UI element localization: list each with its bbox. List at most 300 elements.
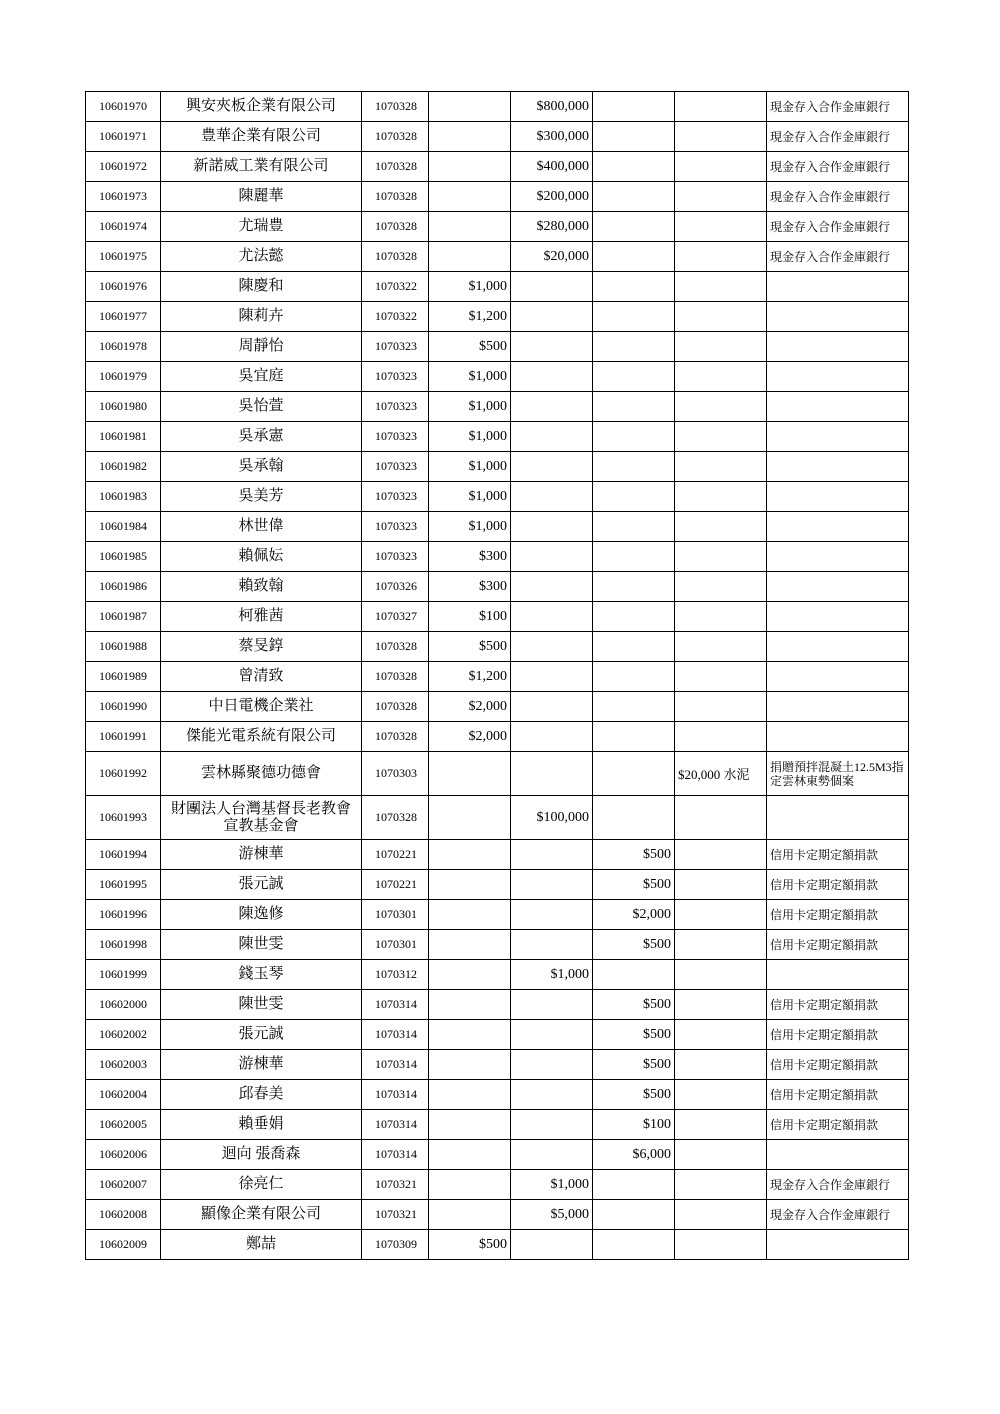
in-kind-donation-cell (675, 900, 767, 930)
table-row (86, 332, 909, 362)
cash-amount-cell (429, 122, 511, 152)
table-row (86, 512, 909, 542)
table-row (86, 122, 909, 152)
deposit-amount-cell (511, 900, 593, 930)
card-amount-cell (593, 182, 675, 212)
deposit-amount-cell (511, 1140, 593, 1170)
remark-cell: 現金存入合作金庫銀行 (767, 1200, 909, 1230)
cash-amount-cell: $300 (429, 542, 511, 572)
deposit-amount-cell (511, 302, 593, 332)
remark-cell (767, 692, 909, 722)
donor-name-cell: 吳宜庭 (161, 362, 362, 392)
table-row (86, 152, 909, 182)
card-amount-cell (593, 572, 675, 602)
remark-cell: 現金存入合作金庫銀行 (767, 92, 909, 122)
remark-cell: 信用卡定期定額捐款 (767, 990, 909, 1020)
cash-amount-cell (429, 1200, 511, 1230)
receipt-number-cell: 10601975 (86, 242, 161, 272)
remark-cell: 信用卡定期定額捐款 (767, 900, 909, 930)
donor-name-cell: 賴致翰 (161, 572, 362, 602)
table-row (86, 722, 909, 752)
donation-date-cell: 1070303 (362, 752, 429, 796)
remark-cell (767, 512, 909, 542)
donation-date-cell: 1070328 (362, 152, 429, 182)
remark-cell: 信用卡定期定額捐款 (767, 840, 909, 870)
donation-date-cell: 1070322 (362, 302, 429, 332)
deposit-amount-cell (511, 870, 593, 900)
receipt-number-cell: 10601986 (86, 572, 161, 602)
donation-date-cell: 1070309 (362, 1230, 429, 1260)
in-kind-donation-cell (675, 1050, 767, 1080)
cash-amount-cell (429, 182, 511, 212)
card-amount-cell (593, 452, 675, 482)
donor-name-cell: 豊華企業有限公司 (161, 122, 362, 152)
remark-cell (767, 542, 909, 572)
remark-cell (767, 662, 909, 692)
remark-cell: 信用卡定期定額捐款 (767, 1080, 909, 1110)
receipt-number-cell: 10601993 (86, 796, 161, 840)
deposit-amount-cell (511, 752, 593, 796)
donation-date-cell: 1070323 (362, 422, 429, 452)
donor-name-cell: 中日電機企業社 (161, 692, 362, 722)
deposit-amount-cell (511, 1110, 593, 1140)
donor-name-cell: 陳麗華 (161, 182, 362, 212)
donation-date-cell: 1070322 (362, 272, 429, 302)
in-kind-donation-cell (675, 990, 767, 1020)
card-amount-cell: $6,000 (593, 1140, 675, 1170)
card-amount-cell (593, 332, 675, 362)
receipt-number-cell: 10601994 (86, 840, 161, 870)
remark-cell (767, 362, 909, 392)
in-kind-donation-cell (675, 122, 767, 152)
table-row (86, 930, 909, 960)
donor-name-cell: 傑能光電系統有限公司 (161, 722, 362, 752)
in-kind-donation-cell (675, 1080, 767, 1110)
remark-cell (767, 632, 909, 662)
card-amount-cell (593, 960, 675, 990)
card-amount-cell (593, 692, 675, 722)
deposit-amount-cell: $300,000 (511, 122, 593, 152)
donor-name-cell: 賴垂娟 (161, 1110, 362, 1140)
cash-amount-cell: $1,000 (429, 512, 511, 542)
receipt-number-cell: 10602006 (86, 1140, 161, 1170)
in-kind-donation-cell (675, 212, 767, 242)
donor-name-cell: 尤法懿 (161, 242, 362, 272)
deposit-amount-cell (511, 392, 593, 422)
deposit-amount-cell (511, 990, 593, 1020)
receipt-number-cell: 10601989 (86, 662, 161, 692)
cash-amount-cell: $1,000 (429, 452, 511, 482)
deposit-amount-cell (511, 1020, 593, 1050)
remark-cell: 信用卡定期定額捐款 (767, 1110, 909, 1140)
donation-date-cell: 1070328 (362, 92, 429, 122)
in-kind-donation-cell (675, 182, 767, 212)
table-row (86, 392, 909, 422)
table-row (86, 602, 909, 632)
table-row (86, 1080, 909, 1110)
in-kind-donation-cell (675, 960, 767, 990)
card-amount-cell (593, 392, 675, 422)
card-amount-cell: $500 (593, 1080, 675, 1110)
receipt-number-cell: 10601999 (86, 960, 161, 990)
card-amount-cell (593, 752, 675, 796)
remark-cell (767, 422, 909, 452)
cash-amount-cell (429, 930, 511, 960)
receipt-number-cell: 10602000 (86, 990, 161, 1020)
donation-date-cell: 1070328 (362, 722, 429, 752)
donor-name-cell: 周靜怡 (161, 332, 362, 362)
remark-cell: 捐贈預拌混凝土12.5M3指定雲林東勢個案 (767, 752, 909, 796)
in-kind-donation-cell (675, 602, 767, 632)
donor-name-cell: 雲林縣聚德功德會 (161, 752, 362, 796)
in-kind-donation-cell (675, 542, 767, 572)
in-kind-donation-cell (675, 796, 767, 840)
donor-name-cell: 吳承翰 (161, 452, 362, 482)
receipt-number-cell: 10601983 (86, 482, 161, 512)
deposit-amount-cell: $1,000 (511, 960, 593, 990)
card-amount-cell: $500 (593, 990, 675, 1020)
table-row (86, 242, 909, 272)
deposit-amount-cell (511, 332, 593, 362)
remark-cell (767, 272, 909, 302)
cash-amount-cell: $500 (429, 632, 511, 662)
cash-amount-cell: $500 (429, 1230, 511, 1260)
donor-name-cell: 邱春美 (161, 1080, 362, 1110)
deposit-amount-cell (511, 422, 593, 452)
receipt-number-cell: 10602009 (86, 1230, 161, 1260)
in-kind-donation-cell (675, 662, 767, 692)
card-amount-cell (593, 1200, 675, 1230)
donor-name-cell: 興安夾板企業有限公司 (161, 92, 362, 122)
donation-date-cell: 1070328 (362, 632, 429, 662)
donation-date-cell: 1070323 (362, 482, 429, 512)
donor-name-cell: 賴佩妘 (161, 542, 362, 572)
in-kind-donation-cell (675, 92, 767, 122)
card-amount-cell (593, 482, 675, 512)
card-amount-cell (593, 1170, 675, 1200)
cash-amount-cell: $1,200 (429, 662, 511, 692)
remark-cell (767, 392, 909, 422)
in-kind-donation-cell: $20,000 水泥 (675, 752, 767, 796)
cash-amount-cell (429, 92, 511, 122)
card-amount-cell: $500 (593, 1020, 675, 1050)
donation-date-cell: 1070328 (362, 796, 429, 840)
deposit-amount-cell (511, 452, 593, 482)
donor-name-cell: 張元誠 (161, 1020, 362, 1050)
receipt-number-cell: 10601971 (86, 122, 161, 152)
cash-amount-cell: $500 (429, 332, 511, 362)
in-kind-donation-cell (675, 482, 767, 512)
donation-date-cell: 1070321 (362, 1200, 429, 1230)
table-row (86, 1140, 909, 1170)
deposit-amount-cell: $280,000 (511, 212, 593, 242)
table-row (86, 362, 909, 392)
donation-date-cell: 1070323 (362, 452, 429, 482)
deposit-amount-cell (511, 692, 593, 722)
donation-date-cell: 1070323 (362, 332, 429, 362)
remark-cell (767, 452, 909, 482)
donor-name-cell: 尤瑞豊 (161, 212, 362, 242)
card-amount-cell (593, 512, 675, 542)
cash-amount-cell (429, 870, 511, 900)
table-row (86, 870, 909, 900)
cash-amount-cell: $1,000 (429, 392, 511, 422)
remark-cell: 信用卡定期定額捐款 (767, 930, 909, 960)
deposit-amount-cell (511, 930, 593, 960)
donation-date-cell: 1070328 (362, 122, 429, 152)
remark-cell: 現金存入合作金庫銀行 (767, 242, 909, 272)
remark-cell: 現金存入合作金庫銀行 (767, 182, 909, 212)
table-row (86, 960, 909, 990)
card-amount-cell (593, 272, 675, 302)
table-row (86, 692, 909, 722)
cash-amount-cell (429, 796, 511, 840)
in-kind-donation-cell (675, 332, 767, 362)
remark-cell: 信用卡定期定額捐款 (767, 870, 909, 900)
donation-date-cell: 1070314 (362, 1140, 429, 1170)
cash-amount-cell (429, 990, 511, 1020)
table-row (86, 1230, 909, 1260)
card-amount-cell (593, 242, 675, 272)
card-amount-cell (593, 212, 675, 242)
remark-cell (767, 482, 909, 512)
in-kind-donation-cell (675, 512, 767, 542)
receipt-number-cell: 10602002 (86, 1020, 161, 1050)
deposit-amount-cell: $800,000 (511, 92, 593, 122)
donor-name-cell: 陳逸修 (161, 900, 362, 930)
receipt-number-cell: 10601981 (86, 422, 161, 452)
donor-name-cell: 新諾威工業有限公司 (161, 152, 362, 182)
card-amount-cell (593, 302, 675, 332)
donation-date-cell: 1070221 (362, 840, 429, 870)
remark-cell: 現金存入合作金庫銀行 (767, 122, 909, 152)
donation-date-cell: 1070328 (362, 182, 429, 212)
receipt-number-cell: 10602008 (86, 1200, 161, 1230)
remark-cell: 現金存入合作金庫銀行 (767, 212, 909, 242)
receipt-number-cell: 10602005 (86, 1110, 161, 1140)
donor-name-cell: 財團法人台灣基督長老教會宣教基金會 (161, 796, 362, 840)
donor-name-cell: 鄭喆 (161, 1230, 362, 1260)
donor-name-cell: 吳怡萱 (161, 392, 362, 422)
deposit-amount-cell: $200,000 (511, 182, 593, 212)
table-row (86, 990, 909, 1020)
cash-amount-cell: $2,000 (429, 692, 511, 722)
in-kind-donation-cell (675, 840, 767, 870)
in-kind-donation-cell (675, 242, 767, 272)
donor-name-cell: 蔡旻錞 (161, 632, 362, 662)
remark-cell (767, 796, 909, 840)
donation-date-cell: 1070323 (362, 362, 429, 392)
remark-cell: 信用卡定期定額捐款 (767, 1020, 909, 1050)
cash-amount-cell (429, 242, 511, 272)
table-row (86, 1110, 909, 1140)
remark-cell (767, 302, 909, 332)
donation-date-cell: 1070328 (362, 692, 429, 722)
donor-name-cell: 徐亮仁 (161, 1170, 362, 1200)
table-row (86, 302, 909, 332)
in-kind-donation-cell (675, 1170, 767, 1200)
in-kind-donation-cell (675, 930, 767, 960)
remark-cell (767, 1140, 909, 1170)
in-kind-donation-cell (675, 1020, 767, 1050)
table-row (86, 1050, 909, 1080)
cash-amount-cell: $1,000 (429, 362, 511, 392)
deposit-amount-cell: $5,000 (511, 1200, 593, 1230)
receipt-number-cell: 10601998 (86, 930, 161, 960)
card-amount-cell: $500 (593, 840, 675, 870)
remark-cell (767, 960, 909, 990)
deposit-amount-cell (511, 602, 593, 632)
card-amount-cell (593, 362, 675, 392)
table-row (86, 92, 909, 122)
card-amount-cell (593, 662, 675, 692)
in-kind-donation-cell (675, 152, 767, 182)
deposit-amount-cell (511, 840, 593, 870)
remark-cell (767, 1230, 909, 1260)
cash-amount-cell (429, 840, 511, 870)
receipt-number-cell: 10601985 (86, 542, 161, 572)
donor-name-cell: 吳美芳 (161, 482, 362, 512)
receipt-number-cell: 10601974 (86, 212, 161, 242)
cash-amount-cell: $100 (429, 602, 511, 632)
deposit-amount-cell (511, 632, 593, 662)
receipt-number-cell: 10601991 (86, 722, 161, 752)
card-amount-cell (593, 92, 675, 122)
in-kind-donation-cell (675, 1230, 767, 1260)
donor-name-cell: 曾清致 (161, 662, 362, 692)
cash-amount-cell (429, 152, 511, 182)
in-kind-donation-cell (675, 1110, 767, 1140)
in-kind-donation-cell (675, 1200, 767, 1230)
table-row (86, 182, 909, 212)
donor-name-cell: 陳世雯 (161, 990, 362, 1020)
in-kind-donation-cell (675, 422, 767, 452)
card-amount-cell (593, 722, 675, 752)
table-row (86, 752, 909, 796)
donation-date-cell: 1070314 (362, 1020, 429, 1050)
card-amount-cell: $2,000 (593, 900, 675, 930)
table-row (86, 1020, 909, 1050)
table-row (86, 542, 909, 572)
cash-amount-cell: $300 (429, 572, 511, 602)
card-amount-cell (593, 542, 675, 572)
receipt-number-cell: 10601978 (86, 332, 161, 362)
donation-date-cell: 1070312 (362, 960, 429, 990)
card-amount-cell (593, 796, 675, 840)
card-amount-cell: $500 (593, 870, 675, 900)
table-row (86, 796, 909, 840)
donation-date-cell: 1070314 (362, 1080, 429, 1110)
receipt-number-cell: 10601987 (86, 602, 161, 632)
table-row (86, 632, 909, 662)
donation-date-cell: 1070328 (362, 242, 429, 272)
donor-name-cell: 游棟華 (161, 840, 362, 870)
deposit-amount-cell (511, 1050, 593, 1080)
card-amount-cell (593, 122, 675, 152)
deposit-amount-cell (511, 1230, 593, 1260)
donation-date-cell: 1070314 (362, 990, 429, 1020)
deposit-amount-cell (511, 542, 593, 572)
in-kind-donation-cell (675, 722, 767, 752)
cash-amount-cell (429, 212, 511, 242)
card-amount-cell (593, 632, 675, 662)
donation-date-cell: 1070328 (362, 212, 429, 242)
remark-cell: 現金存入合作金庫銀行 (767, 152, 909, 182)
remark-cell (767, 722, 909, 752)
donation-date-cell: 1070221 (362, 870, 429, 900)
table-row (86, 482, 909, 512)
receipt-number-cell: 10601973 (86, 182, 161, 212)
remark-cell (767, 602, 909, 632)
receipt-number-cell: 10601990 (86, 692, 161, 722)
donation-date-cell: 1070314 (362, 1110, 429, 1140)
in-kind-donation-cell (675, 632, 767, 662)
remark-cell (767, 332, 909, 362)
donor-name-cell: 顯像企業有限公司 (161, 1200, 362, 1230)
in-kind-donation-cell (675, 572, 767, 602)
table-row (86, 572, 909, 602)
table-row (86, 840, 909, 870)
remark-cell: 信用卡定期定額捐款 (767, 1050, 909, 1080)
donation-date-cell: 1070321 (362, 1170, 429, 1200)
donor-name-cell: 陳世雯 (161, 930, 362, 960)
card-amount-cell (593, 422, 675, 452)
table-row (86, 212, 909, 242)
card-amount-cell (593, 152, 675, 182)
donor-name-cell: 林世偉 (161, 512, 362, 542)
table-row (86, 452, 909, 482)
card-amount-cell: $100 (593, 1110, 675, 1140)
donation-date-cell: 1070323 (362, 392, 429, 422)
cash-amount-cell (429, 1050, 511, 1080)
receipt-number-cell: 10601984 (86, 512, 161, 542)
donation-date-cell: 1070327 (362, 602, 429, 632)
deposit-amount-cell: $100,000 (511, 796, 593, 840)
receipt-number-cell: 10601988 (86, 632, 161, 662)
table-row (86, 1170, 909, 1200)
card-amount-cell (593, 602, 675, 632)
donor-name-cell: 柯雅茜 (161, 602, 362, 632)
remark-cell: 現金存入合作金庫銀行 (767, 1170, 909, 1200)
donation-date-cell: 1070323 (362, 542, 429, 572)
in-kind-donation-cell (675, 392, 767, 422)
receipt-number-cell: 10601995 (86, 870, 161, 900)
in-kind-donation-cell (675, 302, 767, 332)
table-row (86, 900, 909, 930)
donor-name-cell: 錢玉琴 (161, 960, 362, 990)
deposit-amount-cell: $1,000 (511, 1170, 593, 1200)
donation-ledger-table (85, 91, 909, 1260)
cash-amount-cell (429, 960, 511, 990)
receipt-number-cell: 10601996 (86, 900, 161, 930)
table-row (86, 1200, 909, 1230)
cash-amount-cell: $1,000 (429, 422, 511, 452)
receipt-number-cell: 10601979 (86, 362, 161, 392)
table-row (86, 662, 909, 692)
donation-date-cell: 1070301 (362, 930, 429, 960)
deposit-amount-cell (511, 272, 593, 302)
receipt-number-cell: 10601982 (86, 452, 161, 482)
donor-name-cell: 游棟華 (161, 1050, 362, 1080)
ledger-body (86, 92, 909, 1260)
receipt-number-cell: 10601970 (86, 92, 161, 122)
table-row (86, 422, 909, 452)
donor-name-cell: 張元誠 (161, 870, 362, 900)
cash-amount-cell (429, 1140, 511, 1170)
donation-date-cell: 1070301 (362, 900, 429, 930)
donation-date-cell: 1070314 (362, 1050, 429, 1080)
in-kind-donation-cell (675, 452, 767, 482)
